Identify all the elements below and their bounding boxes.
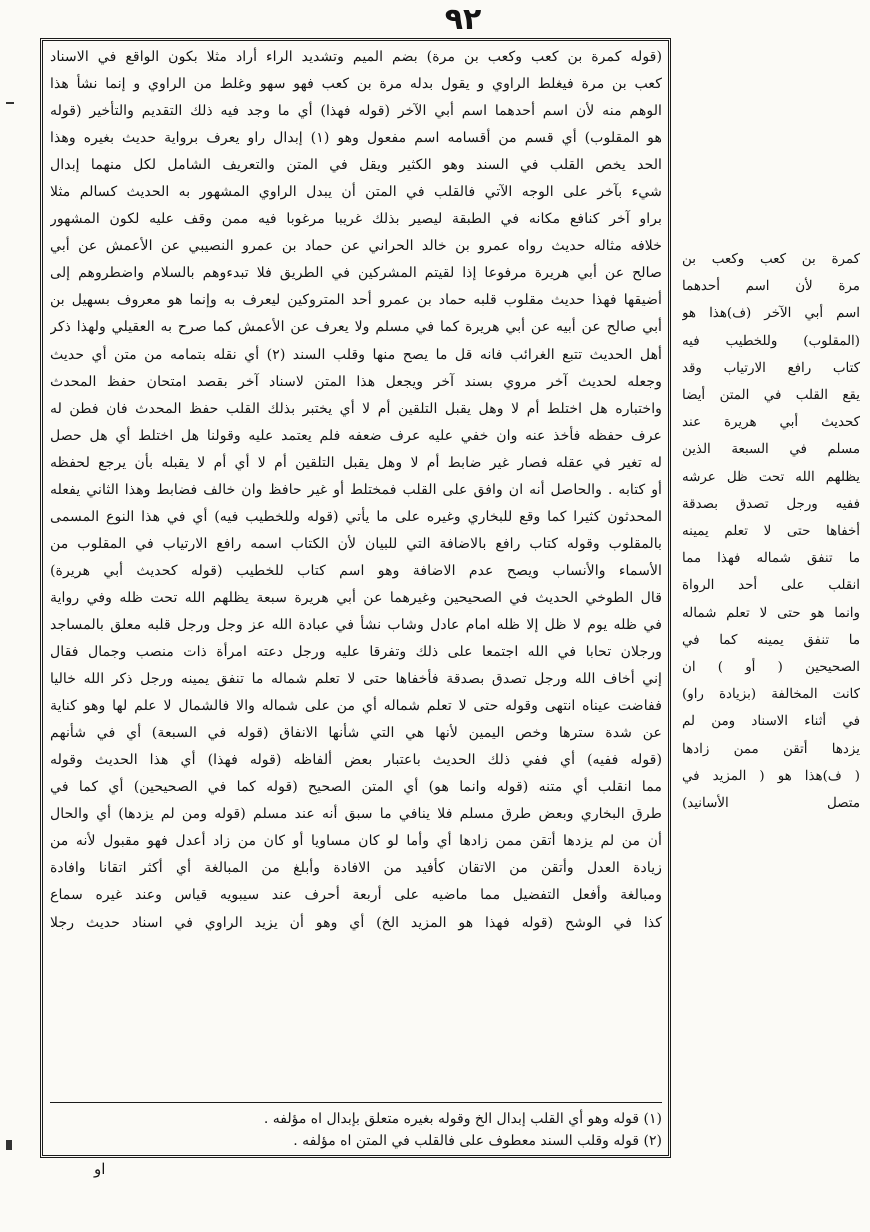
margin-line: الصحيحين ( أو ) ان xyxy=(682,660,860,676)
text-line: براو آخر كنافع مكانه في الطبقة ليصير بذلك غريبا مرغوبا فيه ممن وقف عليه لكون المشهور xyxy=(50,211,662,228)
text-line: أبي صالح عن أبيه عن أبي هريرة كما في مسلم ولا يعرف عن الأعمش كما صرح به العقيلي ولهذا ذكر xyxy=(50,319,662,336)
text-line: قال الطوخي الحديث في الصحيحين وغيرهما عن أبي هريرة سبعة يظلهم الله تحت ظله وفي رواية xyxy=(50,589,662,606)
text-line: إني أخاف الله ورجل تصدق بصدقة فأخفاها حتى لا تعلم شماله ما تنفق يمينه ورجل ذكر الله خاليا xyxy=(50,671,662,688)
edge-mark-top xyxy=(6,102,14,104)
text-line: أهل الحديث تتبع الغرائب فانه قل ما يصح منها وقلب السند (٢) أي نقله بتمامه من متن أي حديث xyxy=(50,346,662,363)
margin-line: ( ف)هذا هو ( المزيد في xyxy=(682,768,860,784)
margin-line: مسلم في السبعة الذين xyxy=(682,442,860,458)
text-line: (قوله كمرة بن كعب وكعب بن مرة) بضم الميم وتشديد الراء أراد مثلا بكون الواقع في الاسناد xyxy=(50,49,662,65)
page-number: ٩٢ xyxy=(444,2,482,37)
text-line: ومبالغة وأفعل التفضيل مما ماضيه على أربعة أحرف عند سيبويه قياس وعند غيره سماع xyxy=(50,887,662,904)
text-line: شيء بآخر على الوجه الآتي فالقلب في المتن أن يبدل الراوي المشهور به الحديث كسالم مثلا xyxy=(50,184,662,201)
text-line: واختباره هل اختلط أم لا وهل يقبل التلقين أم لا أي يختبر بذلك القلب حفظ المحدث فان فطن له xyxy=(50,400,662,417)
margin-line: ما تنفق يمينه كما في xyxy=(682,632,860,648)
text-line: صالح عن أبي هريرة مرفوعا إذا لقيتم المشركين في الطريق فلا تبدءوهم بالسلام واضطروهم إلى xyxy=(50,265,662,282)
margin-line: كحديث أبي هريرة عند xyxy=(682,415,860,431)
text-line: الأسماء والأنساب ويصح عدم الاضافة وهو اسم كتاب للخطيب (قوله كحديث أبي هريرة) xyxy=(50,562,662,579)
margin-line: يظلهم الله تحت ظل عرشه xyxy=(682,469,860,485)
margin-line: ففيه ورجل تصدق بصدقة xyxy=(682,496,860,512)
text-line: زيادة العدل وأتقن من الاتقان كأفيد من الافادة وأبلغ من المبالغة أي أكثر اتقانا وافادة xyxy=(50,860,662,877)
text-line: أو كتابه . والحاصل أنه ان وافق على القلب فمختلط أو غير حافظ وان خالف فضابط وهذا الثاني يفعله xyxy=(50,481,662,498)
margin-line: يزدها أتقن ممن زادها xyxy=(682,741,860,757)
text-line: كعب بن مرة فيغلط الراوي و يقول بدله مرة بن كعب فهو سهو وغلط من الراوي و إنما نشأ هذا xyxy=(50,76,662,93)
text-line: خلافه مثاله حديث رواه عمرو بن خالد الحراني عن حماد بن عمرو النصيبي عن الأعمش عن أبي xyxy=(50,238,662,255)
margin-line: متصل الأسانيد) xyxy=(682,796,860,812)
text-line: عرف حفظه فأخذ عنه وان خفي عليه عرف ضعفه فلم يعتمد عليه وقولنا هل اختلط أي هل حصل xyxy=(50,427,662,444)
margin-line: وانما هو حتى لا تعلم شماله xyxy=(682,605,860,621)
text-line: في ظله يوم لا ظل إلا ظله امام عادل وشاب نشأ في عبادة الله عز وجل ورجل قلبه معلق بالمساجد xyxy=(50,616,662,633)
margin-line: انقلب على أحد الرواة xyxy=(682,578,860,594)
text-line: المحدثون كثيرا كما وقع للبخاري وغيره على ما يأتي (قوله وللخطيب فيه) أي في هذا النوع المسمى xyxy=(50,508,662,525)
text-line: طرق البخاري وبعض طرق مسلم فلا ينافي ما سبق أنه عند مسلم (قوله ومن لم يزدها) أي والحال xyxy=(50,806,662,823)
margin-line: مرة لأن اسم أحدهما xyxy=(682,279,860,295)
text-line: ففاضت عيناه انتهى وقوله حتى لا تعلم شماله أي من على شماله والا فالشمال لا علم لها وهو كناية xyxy=(50,698,662,715)
text-line: أن من لم يزدها أتقن ممن زادها أي وأما لو كان مساويا أو كان من زاد أعدل فهو مقبول لأنه من xyxy=(50,833,662,850)
margin-matn-text xyxy=(682,246,860,926)
margin-line: يقع القلب في المتن أيضا xyxy=(682,388,860,404)
text-line: هو المقلوب) أي قسم من أقسامه اسم مفعول وهو (١) إبدال راو يعرف برواية حديث بغيره وهذا xyxy=(50,130,662,147)
text-line: وجعله لحديث آخر مروي بسند آخر ويجعل هذا المتن لاسناد آخر بقصد امتحان حفظ المحدث xyxy=(50,373,662,390)
text-line: عن شدة سترها وخص اليمين لأنها هي التي شأنها الانفاق (قوله في السبعة) أي في شأنهم xyxy=(50,725,662,742)
text-line: (قوله ففيه) أي ففي ذلك الحديث باعتبار بعض ألفاظه (قوله فهذا) أي هذا الحديث وقوله xyxy=(50,752,662,769)
margin-line: كانت المخالفة (بزيادة راو) xyxy=(682,687,860,703)
margin-line: كمرة بن كعب وكعب بن xyxy=(682,252,860,267)
text-line: أضيقها فهذا حديث مقلوب قلبه حماد بن عمرو أحد المتروكين ليعرف به وإنما هو معروف بسهيل بن xyxy=(50,292,662,309)
margin-line: (المقلوب) وللخطيب فيه xyxy=(682,333,860,349)
text-line: بالمقلوب وقوله كتاب رافع بالاضافة التي للبيان لأن الكتاب اسمه رافع الارتياب في المقلوب من xyxy=(50,535,662,552)
catchword: او xyxy=(94,1160,106,1178)
text-line: ورجلان تحابا في الله اجتمعا على ذلك وتفرقا عليه ورجل دعته امرأة ذات منصب وجمال فقال xyxy=(50,644,662,661)
margin-line: اسم أبي الآخر (ف)هذا هو xyxy=(682,306,860,322)
footnote-line: (١) قوله وهو أي القلب إبدال الخ وقوله بغيره متعلق بإبدال اه مؤلفه . xyxy=(263,1111,662,1127)
footnotes xyxy=(50,1108,662,1154)
edge-mark-bottom xyxy=(6,1140,12,1150)
text-line: له تغير في عقله فصار غير ضابط أم لا وهل يقبل التلقين أم لا أي أم لا يقبله بأن يرجع لحفظه xyxy=(50,454,662,471)
margin-line: ما تنفق شماله فهذا مما xyxy=(682,551,860,567)
margin-line: كتاب رافع الارتياب وقد xyxy=(682,360,860,376)
footnote-line: (٢) قوله وقلب السند معطوف على فالقلب في المتن اه مؤلفه . xyxy=(293,1133,662,1149)
margin-line: في أثناء الاسناد ومن لم xyxy=(682,714,860,730)
footnote-divider xyxy=(50,1102,662,1103)
text-line: كذا في الوشح (قوله فهذا هو المزيد الخ) أي وهو أن يزيد الراوي في اسناد حديث رجلا xyxy=(50,914,662,931)
commentary-text xyxy=(50,44,662,1096)
text-line: مما انقلب أي متنه (قوله وانما هو) أي المتن الصحيح (قوله كما في الصحيحين) أي كما في xyxy=(50,779,662,796)
text-line: الوهم منه لأن اسم أحدهما اسم أبي الآخر (قوله فهذا) أي ما وجد فيه ذلك التقديم والتأخير (قوله xyxy=(50,103,662,120)
margin-line: أخفاها حتى لا تعلم يمينه xyxy=(682,524,860,540)
text-line: الحد يخص القلب في السند وهو الكثير ويقل في المتن والتعريف الشامل لكل منهما إبدال xyxy=(50,157,662,174)
